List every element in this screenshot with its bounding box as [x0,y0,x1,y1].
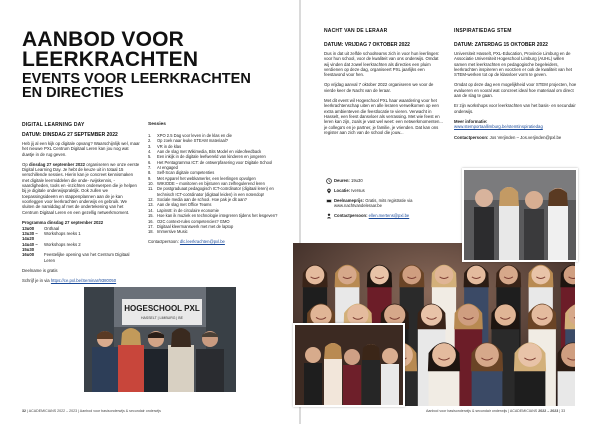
event-info-text: Locatie: Iversus [334,188,365,193]
sessions-title: Sessies [148,122,166,127]
pxl-group-photo [84,287,236,392]
party-photo-top [462,168,578,262]
session-label: WIKIODE – monitoren en bijsturen van zelfregulerend leren [157,181,265,187]
session-label: Aan de slag met Office Teams [157,202,212,208]
session-number: 9. [148,175,152,181]
session-number: 6. [148,159,152,165]
person-icon [324,213,334,219]
section-date: DATUM: ZATERDAG 15 OKTOBER 2022 [454,42,548,48]
clock-icon [324,178,334,184]
event-info-list [324,178,442,223]
session-number: 1. [148,133,152,138]
session-item [148,186,280,197]
session-number: 3. [148,143,152,149]
registration-line: Schrijf je in via https://ce.pxl.be/Seminar/9380050 [22,278,117,284]
ticket-icon [324,198,334,204]
session-number: 18. [148,229,154,235]
event-info-row [324,188,442,194]
session-number: 11. [148,186,154,192]
more-info-link[interactable]: www.stemportaallimburg.be/stemtinspiratiedag [454,124,543,130]
paragraph-2: Op vrijdag aanval 7 oktober 2022 organiseren we voor de vierde keer de Nacht van de leraar. [324,82,434,93]
programme-row [22,231,140,242]
sessions-section [148,122,280,244]
session-label: Aan de slag met Wikimedia, Bits Model en videofeedback [157,149,262,155]
session-label: VR in de klas [157,143,182,149]
session-label: Een inkijk in de digitale leefwereld van kinderen en jongeren [157,154,266,160]
banner-line-1: HOGESCHOOL PXL [124,304,200,313]
event-info-text: Deuren: 19u30 [334,178,363,183]
session-number: 5. [148,154,152,160]
inspiratiedag-stem-section [454,28,578,145]
session-number: 8. [148,170,152,176]
session-label: Hoe kan ik muziek en technologie integreren tijdens het lesgeven? [157,213,278,219]
session-label: Met Apparel het webkamerler, een leerlingen opvolgen [157,175,256,181]
section-date: DATUM: VRIJDAG 7 OKTOBER 2022 [324,42,410,48]
footer-right: Aanbod voor basisonderwijs & secundair onderwijs | ACADEMICIANS 2022 – 2023 | 33 [426,409,566,413]
session-label: Het Pentagramma ICT: de ontwerpfasering voor Digitale School [157,159,273,165]
paragraph-1: Universiteit Hasselt, PXL-Education, Provincie Limburg en de Associatie Universiteit Hogeschool Limburg (AUHL) willen samen met leerkrachten en pedagogische begeleiders, leerkrachten inspireren en voorzien er ook de kwaliteit van het STEM-werken tot op de klasvloer vorm te geven. [454,51,572,78]
programme-label: Feestelijke opening van het Centrum Digitaal Leren [44,252,130,263]
contact-email-link[interactable]: dlc.leerkrachten@pxl.be [179,238,225,244]
session-number: 17. [148,223,154,229]
programme-time: 16u00 [22,252,35,258]
event-info-row [324,178,442,184]
event-info-text: Contactpersoon: ellen.mertens@pxl.be [334,212,410,218]
session-label: Sociale media aan de school. Hoe pak je dit aan? [157,197,247,203]
session-number: 13. [148,202,154,208]
programme-table [22,226,140,263]
event-info-row [324,213,442,219]
footer-left: 32 | ACADEMICIANS 2022 – 2023 | Aanbod voor basisonderwijs & secundair onderwijs [22,409,161,413]
programme-label: Workshops reeks 1 [44,231,81,237]
section-heading: DIGITAL LEARNING DAY [22,122,85,128]
session-label: De postgraduaat pedagogisch ICT-coördinator (digitaal leren) en technisch ICT-coördinator (digitaal leiden) in een notendop! [157,186,274,197]
session-label: XPO 2.5 Dag voor leven in de klas en die [157,133,232,138]
session-number: 14. [148,207,154,213]
paragraph-3: Er zijn workshops voor leerkrachten van het basis- en secundair onderwijs. [454,103,576,114]
more-info-label: Meer informatie: [454,118,488,124]
page-title: AANBOD VOOR LEERKRACHTEN [22,28,199,71]
paragraph-2: Omdat op deze dag een mogelijkheid voor STEM projecten, hoe evalueren en vooral wat concreet ideal hoe materiaal om direct aan de slag te gaan. [454,82,577,99]
session-number: 15. [148,213,154,219]
event-info-row [324,198,442,209]
session-label: Immersive Music [157,229,188,235]
description-paragraph: Op dinsdag 27 september 2022 organiseren we onze eerste Digital Learning Day. Je hebt de keuze uit in totaal 15 verschillende sessies. Hierin kan je concreet kennismaken met digitale leermiddelen die onde- rwijskennis, -vaardigheden, tools en -inzichten onderwerpen die je helpen bij je digitale onderwijspraktijk. Ook zullen we toepassingsideeën en stappenplannen aan de je kan voorleggen voor leerkrachten onderwijs en gebruik. We sluiten de namiddag af met de ondertekening van het Centrum Digitaal Leren en een gezellig netwerkmoment. [22,161,140,215]
sessions-contact: Contactpersoon: dlc.leerkrachten@pxl.be [148,238,225,244]
paragraph-3: Met dit event wil Hogeschool PXL haar waardering voor het leerkrachtenschap uiten en alle leraren verwelkomen op een extra ambienteven die feestlocatie te vieren. Verwacht in Hasselt, een feest dansvloer als verrassing. Met wie feest en leren kan zijn, zoals je vast wel weet: een netwerkmomenten... je collega's en je partner, je familie, je vrienden. Dat kan ons register aan zich van de school die jouw... [324,98,443,135]
session-number: 7. [148,165,152,171]
digital-learning-day-section [22,122,140,289]
section-heading: INSPIRATIEDAG STEM [454,28,512,34]
session-label: Digitaal kleermanswerk met met de laptop [157,223,234,229]
stem-contact: Contactpersoon: Jos Verjinden – Jos.verjinden@pxl.be [454,134,562,140]
paragraph-1: Dus in dat uit zelfde schoolteams zich in voor hun leerlingen: voor hun school, voor de kwaliteit van ons onderwijs. Omdat wij vinden dat zowel leerkrachten als directies een pluim verdienen op deze dag, organiseert PXL jaarlijks een feestavond voor hen. [324,51,440,78]
session-number: 12. [148,197,154,203]
session-label: O2C context-rules competencies? GMO [157,218,230,224]
programme-row [22,242,140,253]
party-photo-bottom [293,323,405,407]
programme-label: Onthaal [44,225,60,231]
pin-icon [324,188,334,194]
programme-label: Workshops reeks 2 [44,241,81,247]
sessions-list [148,133,280,235]
programme-time: 13u00 [22,225,35,231]
event-info-text: Deelnameprijs: Gratis, mits registratie via www.nachtvandeleraar.be [334,198,413,209]
participation-note: Deelname is gratis [22,267,58,273]
session-label: Lapins8: in de circulaire economie [157,207,219,213]
section-heading: NACHT VAN DE LERAAR [324,28,388,34]
section-date: DATUM: DINSDAG 27 SEPTEMBER 2022 [22,132,118,138]
session-label: AI engaged [157,165,178,171]
programme-time: 14u40 – 15u30 [22,241,38,253]
session-item [148,229,280,234]
session-label: Op zoek naar leuke STEAM materiaal? [157,138,228,144]
session-number: 10. [148,181,154,187]
programme-row [22,252,140,263]
intro-paragraph: Heb jij al een kijk op digitale opvang? Waarschijnlijk wel, maar het nieuwe PXL Centrum Digitaal Leren kan jou nog wat duwtje in de rug geven. [22,141,140,157]
session-number: 4. [148,149,152,155]
session-number: 16. [148,218,154,224]
session-label: Self-Scan digitale competenties [157,170,215,176]
page-subtitle: EVENTS VOOR LEERKRACHTEN EN DIRECTIES [22,71,251,101]
session-number: 2. [148,138,152,144]
programme-time: 13u30 – 14u20 [22,231,38,242]
banner-line-2: HASSELT | LIMBURG | BE [141,316,183,320]
programme-title: Programma dinsdag 27 september 2022 [22,219,104,225]
contact-email-link[interactable]: ellen.mertens@pxl.be [368,212,410,218]
registration-link[interactable]: https://ce.pxl.be/Seminar/9380050 [50,278,117,284]
nacht-van-de-leraar-section [324,28,444,140]
